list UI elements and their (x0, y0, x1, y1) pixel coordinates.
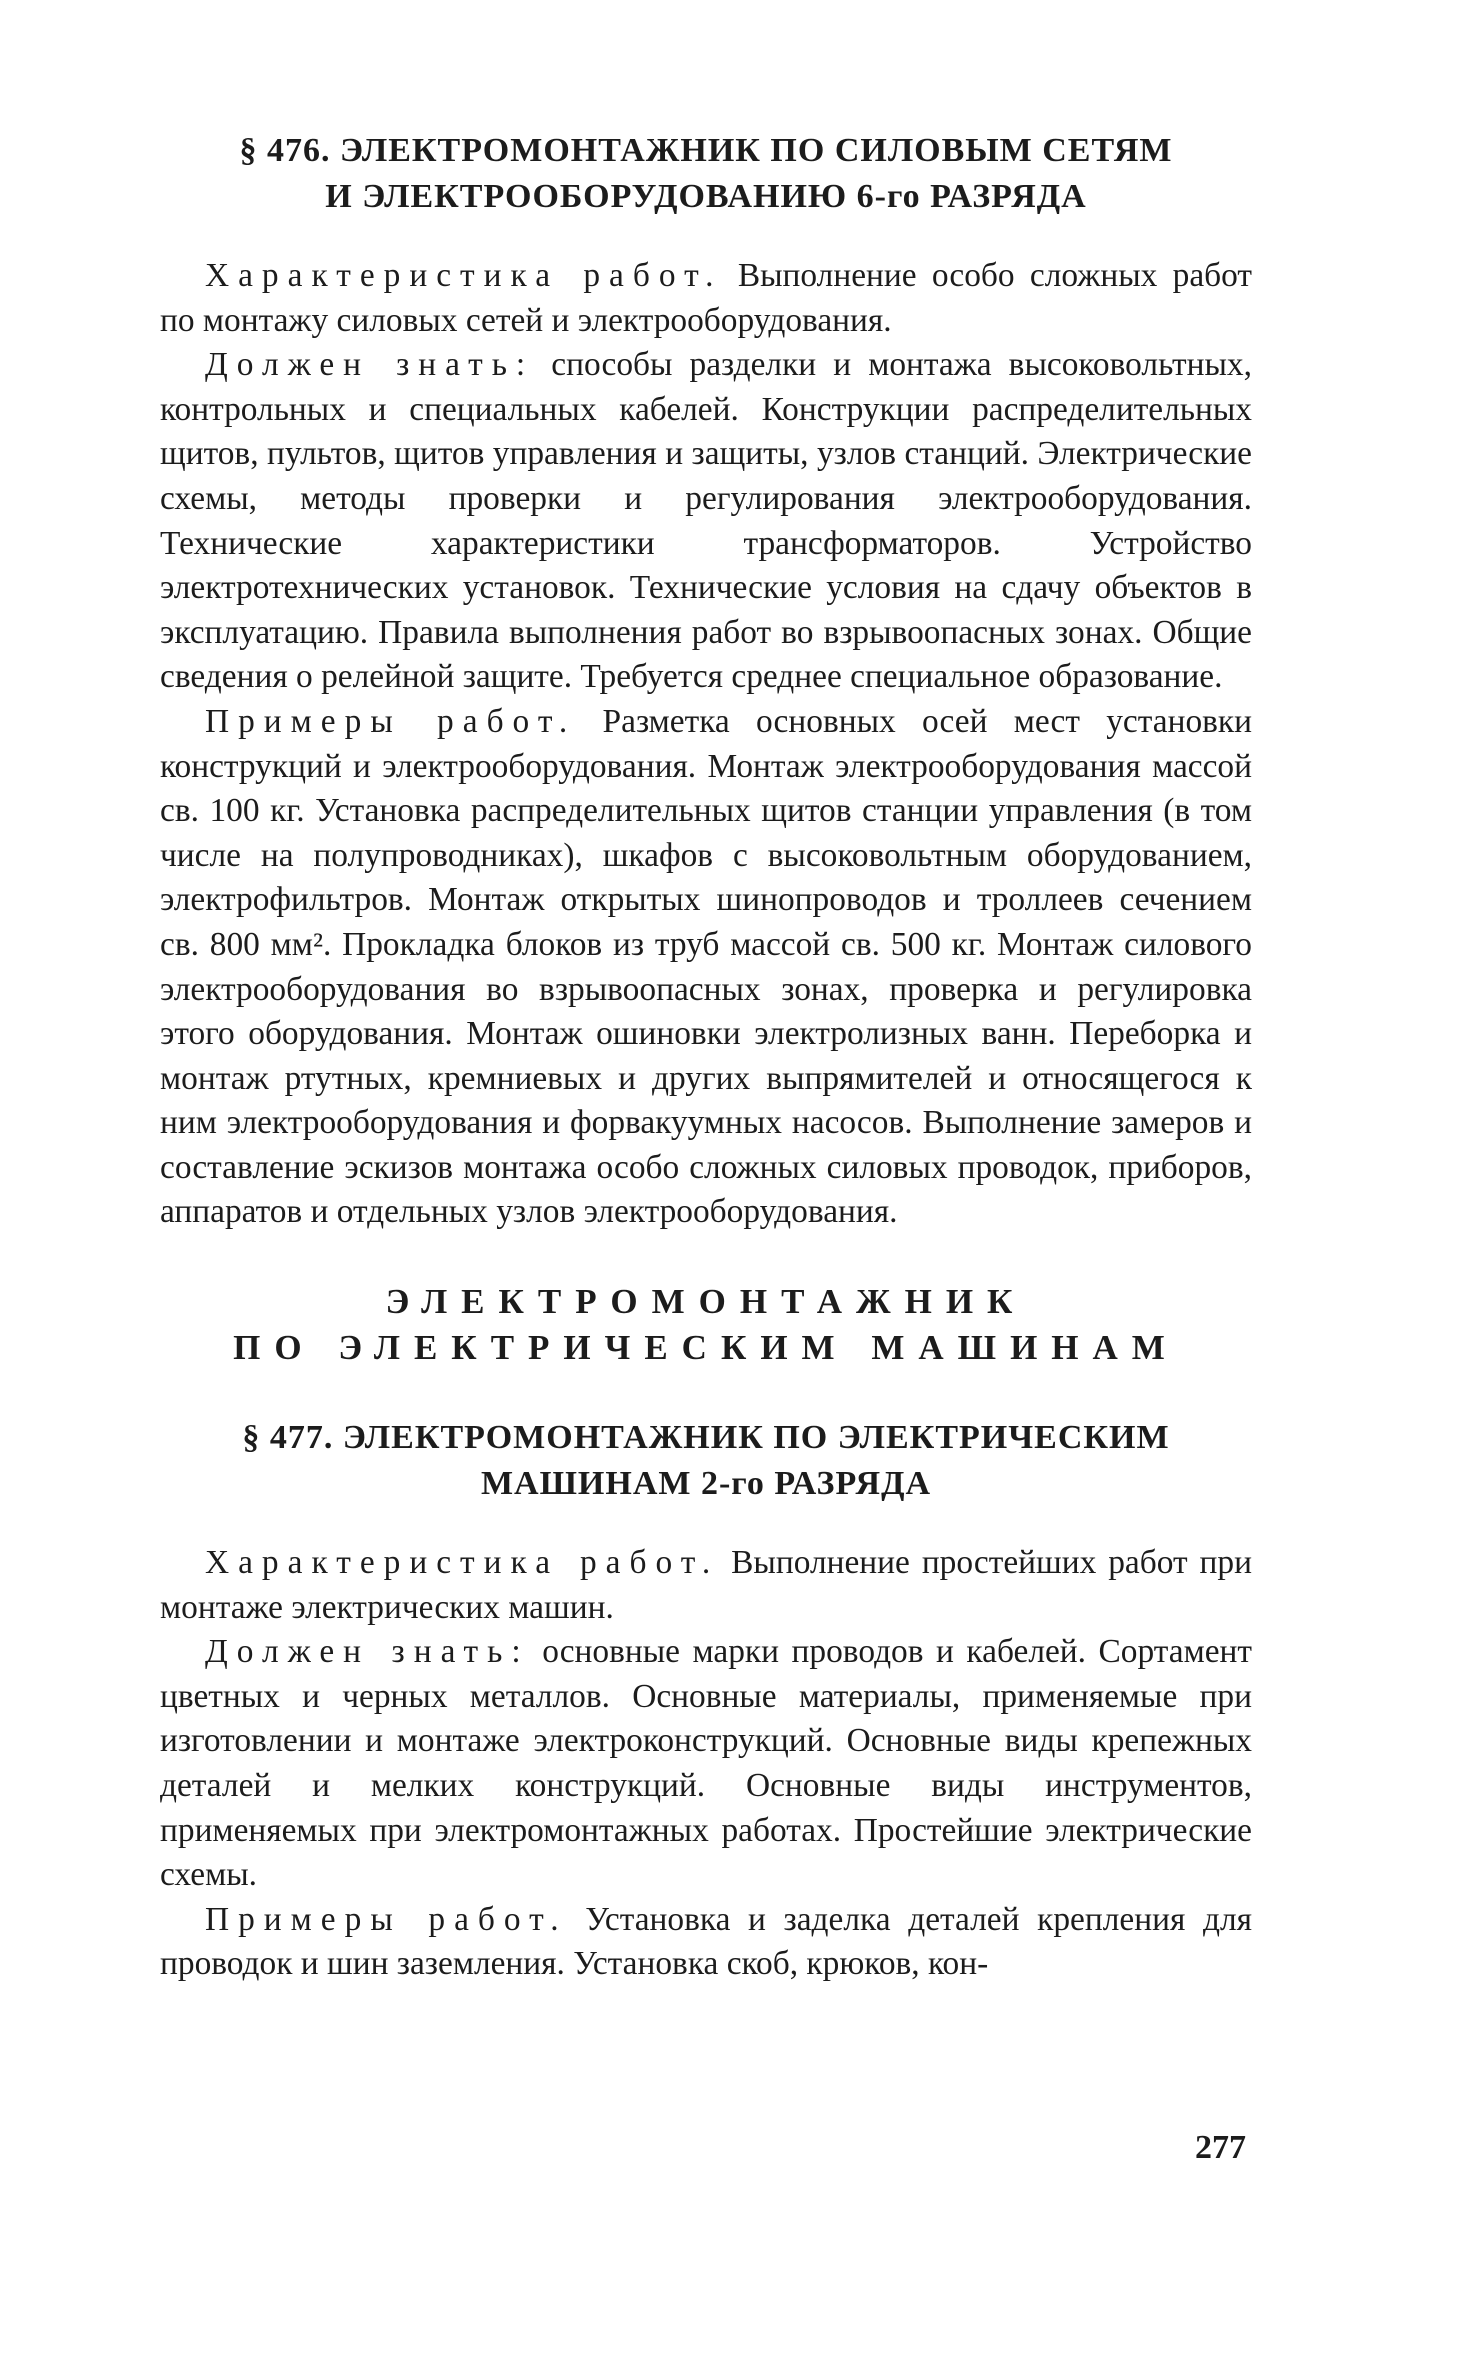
section-477-examples (160, 1898, 1252, 1987)
characteristics-lead: Характеристика работ. (205, 1544, 720, 1582)
examples-lead: Примеры работ. (205, 702, 577, 740)
section-476-heading-line1: § 476. ЭЛЕКТРОМОНТАЖНИК ПО СИЛОВЫМ СЕТЯМ (239, 132, 1173, 169)
examples-text: Разметка основных осей мест установки конструкций и электрооборудования. Монтаж электрооборудования массой св. 100 кг. Установка распределительных щитов станции управления (в том числе на полупроводниках), шкафов с высоковольтным оборудованием, электрофильтров. Монтаж открытых шинопроводов и троллеев сечением св. 800 мм². Прокладка блоков из труб массой св. 500 кг. Монтаж силового электрооборудования во взрывоопасных зонах, проверка и регулировка этого оборудования. Монтаж ошиновки электролизных ванн. Переборка и монтаж ртутных, кремниевых и других выпрямителей и относящегося к ним электрооборудования и форвакуумных насосов. Выполнение замеров и составление эскизов монтажа особо сложных силовых проводок, приборов, аппаратов и отдельных узлов электрооборудования. (160, 702, 1252, 1231)
section-476-characteristics (160, 254, 1252, 343)
knowledge-lead: Должен знать: (205, 346, 535, 384)
examples-text: Установка и заделка деталей крепления для проводок и шин заземления. Установка скоб, крюков, кон- (160, 1900, 1252, 1983)
characteristics-text: Выполнение особо сложных работ по монтажу силовых сетей и электрооборудования. (160, 257, 1252, 339)
section-477-heading-line1: § 477. ЭЛЕКТРОМОНТАЖНИК ПО ЭЛЕКТРИЧЕСКИМ (242, 1419, 1170, 1457)
section-477-characteristics (160, 1541, 1252, 1630)
knowledge-lead: Должен знать: (205, 1633, 530, 1671)
characteristics-text: Выполнение простейших работ при монтаже электрических машин. (160, 1544, 1252, 1626)
section-477-body (160, 1541, 1252, 1987)
document-page (160, 120, 1252, 1987)
characteristics-lead: Характеристика работ. (205, 257, 723, 294)
section-477-knowledge (160, 1630, 1252, 1898)
section-477-heading-line2: МАШИНАМ 2-го РАЗРЯДА (480, 1465, 932, 1503)
group-title-line2: ПО ЭЛЕКТРИЧЕСКИМ МАШИНАМ (233, 1328, 1179, 1368)
section-476-knowledge (160, 343, 1252, 700)
section-477-heading (160, 1415, 1252, 1507)
profession-group-title (160, 1279, 1252, 1371)
page-number: 277 (1195, 2129, 1246, 2166)
knowledge-text: основные марки проводов и кабелей. Сортамент цветных и черных металлов. Основные материалы, применяемые при изготовлении и монтаже электроконструкций. Основные виды крепежных деталей и мелких конструкций. Основные виды инструментов, применяемых при электромонтажных работах. Простейшие электрические схемы. (160, 1633, 1252, 1894)
section-476-body (160, 254, 1252, 1235)
group-title-line1: ЭЛЕКТРОМОНТАЖНИК (385, 1282, 1027, 1322)
section-476-heading-line2: И ЭЛЕКТРООБОРУДОВАНИЮ 6-го РАЗРЯДА (325, 178, 1087, 215)
knowledge-text: способы разделки и монтажа высоковольтных, контрольных и специальных кабелей. Конструкции распределительных щитов, пультов, щитов управления и защиты, узлов станций. Электрические схемы, методы проверки и регулирования электрооборудования. Технические характеристики трансформаторов. Устройство электротехнических установок. Технические условия на сдачу объектов в эксплуатацию. Правила выполнения работ во взрывоопасных зонах. Общие сведения о релейной защите. Требуется среднее специальное образование. (160, 346, 1252, 696)
section-476-heading (160, 128, 1252, 220)
examples-lead: Примеры работ. (205, 1900, 568, 1938)
section-476-examples (160, 700, 1252, 1235)
group-title (160, 1279, 1252, 1371)
